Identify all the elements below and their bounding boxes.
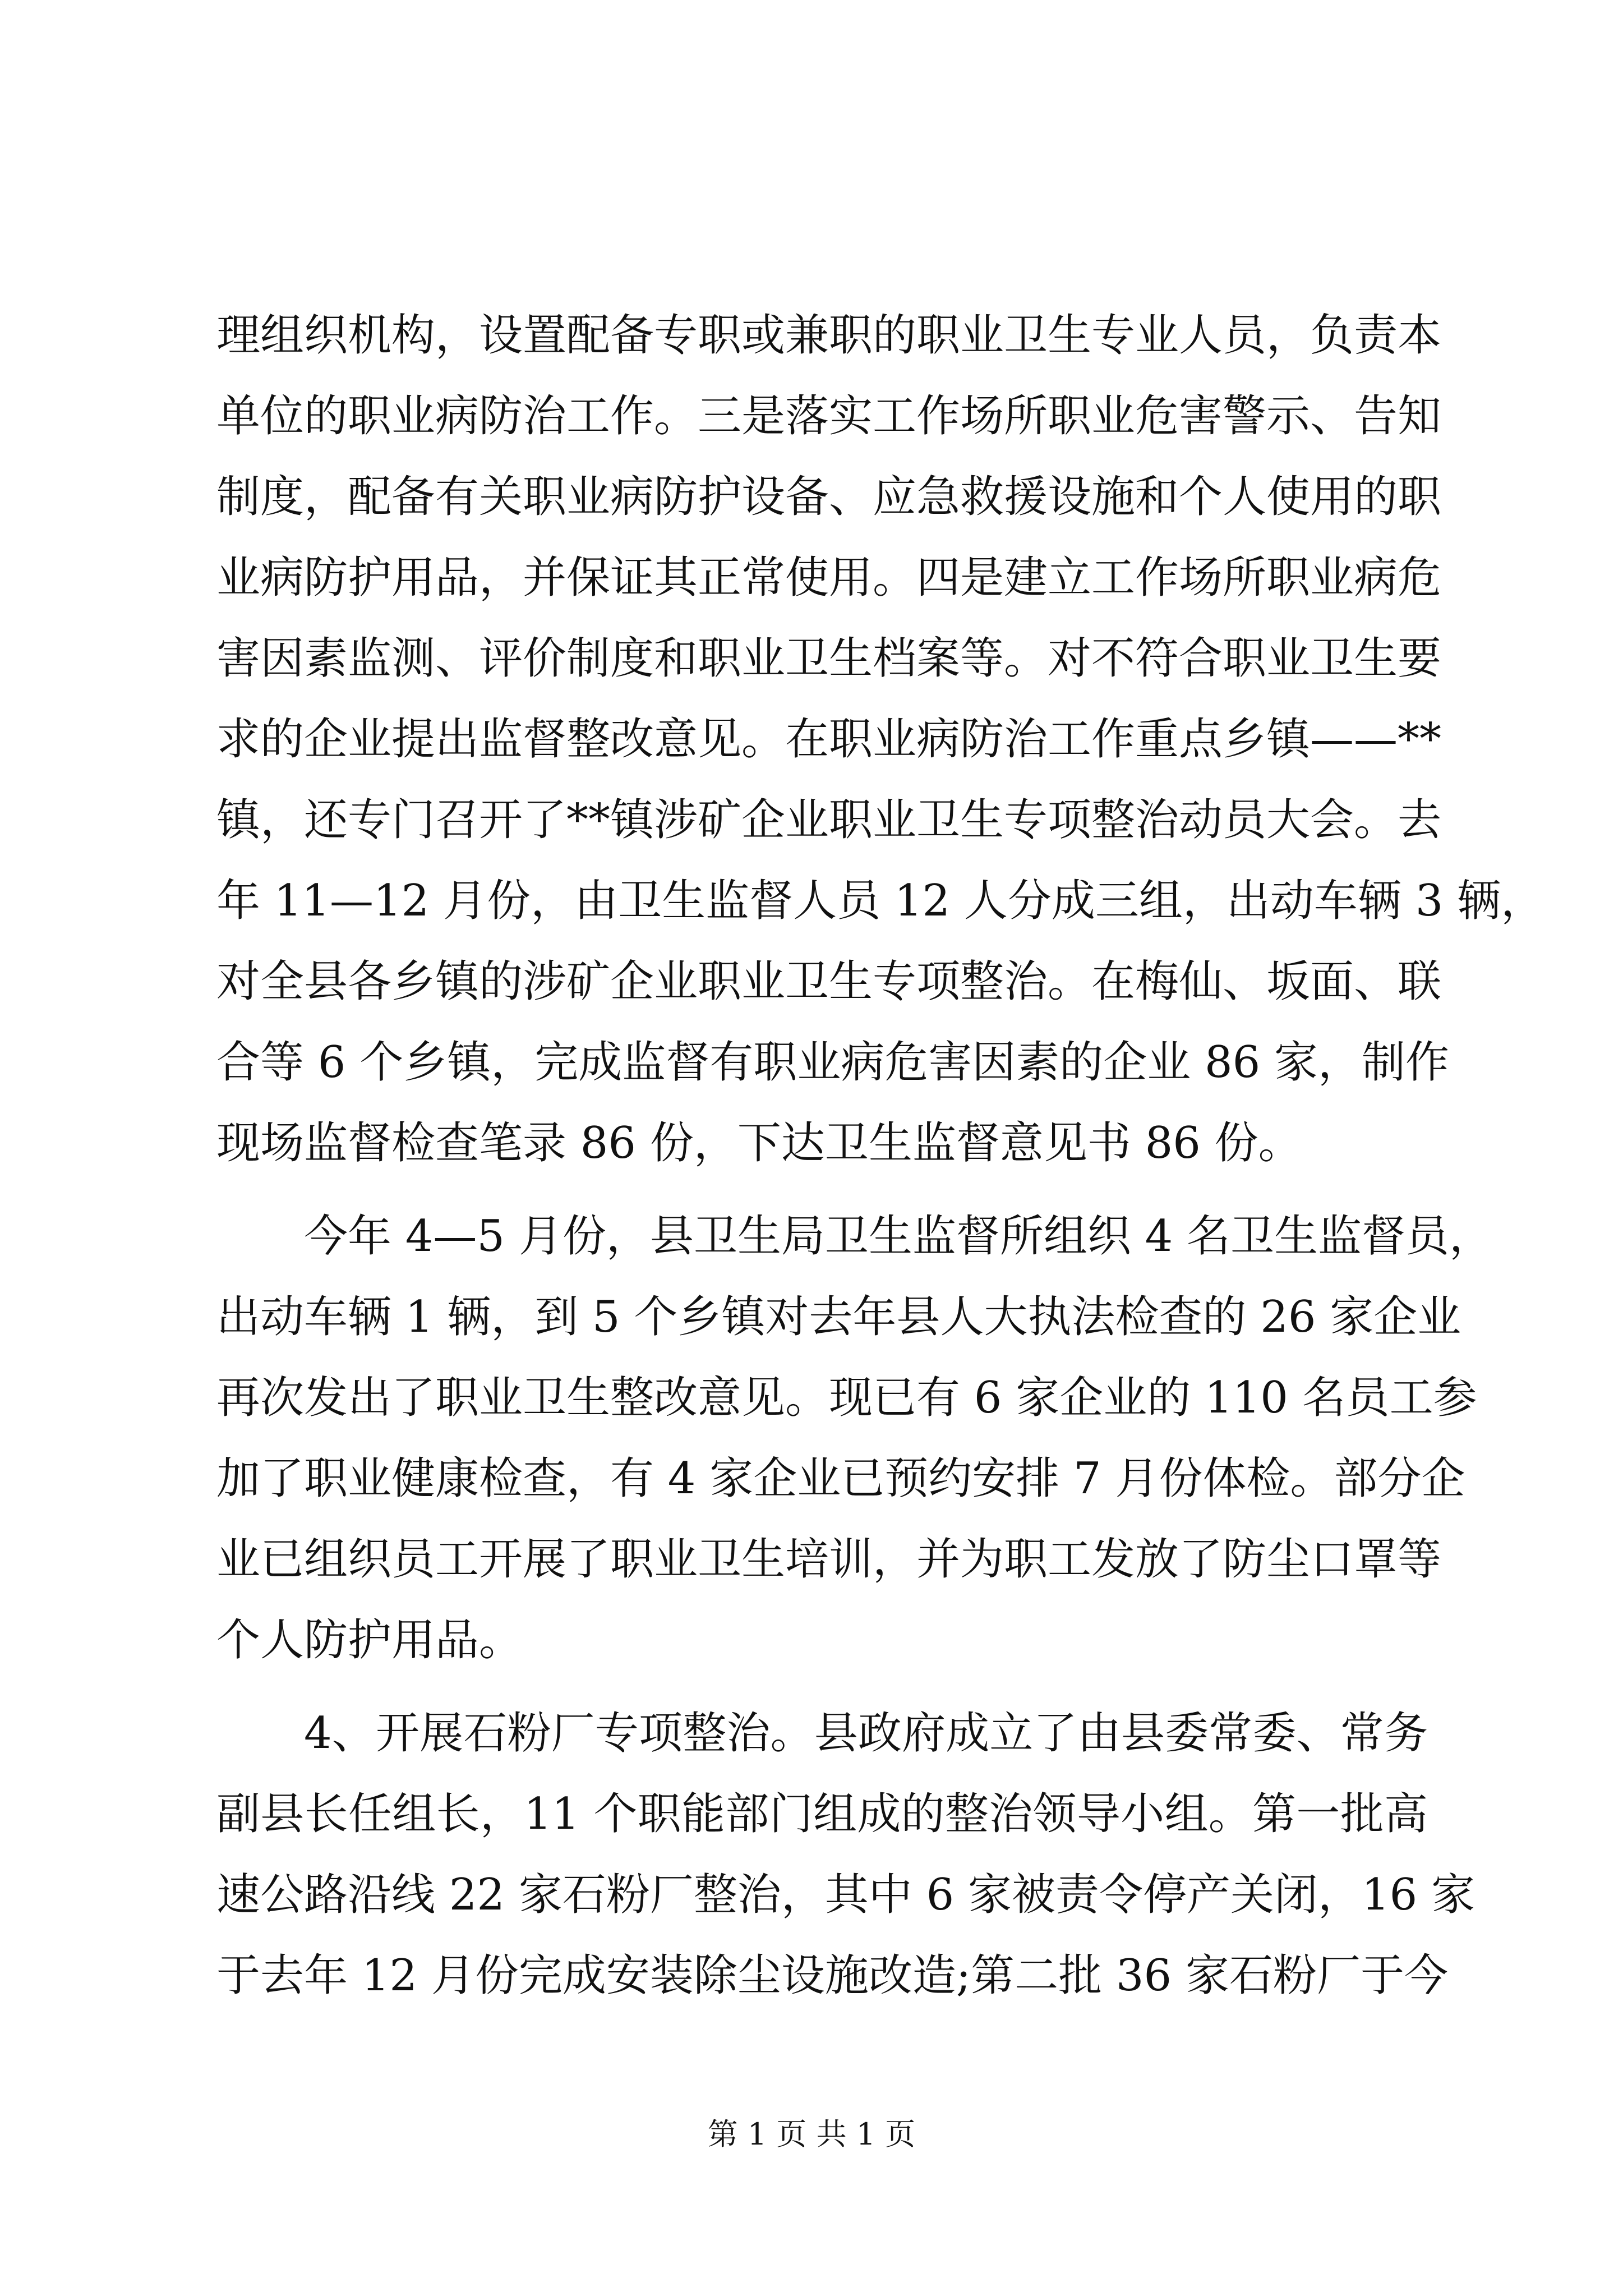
text-line: 4、开展石粉厂专项整治。县政府成立了由县委常委、常务 xyxy=(304,1708,1428,1759)
text-line: 年 11—12 月份，由卫生监督人员 12 人分成三组，出动车辆 3 辆， xyxy=(216,876,1545,926)
text-line: 求的企业提出监督整改意见。在职业病防治工作重点乡镇——** xyxy=(216,714,1442,765)
text-line: 单位的职业病防治工作。三是落实工作场所职业危害警示、告知 xyxy=(216,391,1442,441)
text-line: 镇，还专门召开了**镇涉矿企业职业卫生专项整治动员大会。去 xyxy=(216,795,1442,845)
text-line: 副县长任组长，11 个职能部门组成的整治领导小组。第一批高 xyxy=(216,1789,1428,1839)
text-line: 对全县各乡镇的涉矿企业职业卫生专项整治。在梅仙、坂面、联 xyxy=(216,956,1442,1007)
text-line: 业已组织员工开展了职业卫生培训，并为职工发放了防尘口罩等 xyxy=(216,1534,1442,1585)
text-line: 理组织机构，设置配备专职或兼职的职业卫生专业人员，负责本 xyxy=(216,310,1442,361)
text-line: 于去年 12 月份完成安装除尘设施改造;第二批 36 家石粉厂于今 xyxy=(216,1950,1448,2001)
text-line: 出动车辆 1 辆，到 5 个乡镇对去年县人大执法检查的 26 家企业 xyxy=(216,1292,1461,1342)
text-line: 个人防护用品。 xyxy=(216,1615,523,1665)
text-line: 再次发出了职业卫生整改意见。现已有 6 家企业的 110 名员工参 xyxy=(216,1373,1477,1423)
text-line: 加了职业健康检查，有 4 家企业已预约安排 7 月份体检。部分企 xyxy=(216,1453,1465,1504)
text-line: 制度，配备有关职业病防护设备、应急救援设施和个人使用的职 xyxy=(216,472,1442,522)
page-number-footer: 第 1 页 共 1 页 xyxy=(707,2116,916,2152)
text-line: 合等 6 个乡镇，完成监督有职业病危害因素的企业 86 家，制作 xyxy=(216,1037,1450,1088)
text-line: 业病防护用品，并保证其正常使用。四是建立工作场所职业病危 xyxy=(216,553,1442,603)
text-line: 速公路沿线 22 家石粉厂整治，其中 6 家被责令停产关闭，16 家 xyxy=(216,1870,1476,1920)
text-line: 今年 4—5 月份，县卫生局卫生监督所组织 4 名卫生监督员， xyxy=(304,1211,1493,1262)
text-line: 害因素监测、评价制度和职业卫生档案等。对不符合职业卫生要 xyxy=(216,633,1442,684)
text-line: 现场监督检查笔录 86 份，下达卫生监督意见书 86 份。 xyxy=(216,1118,1302,1168)
